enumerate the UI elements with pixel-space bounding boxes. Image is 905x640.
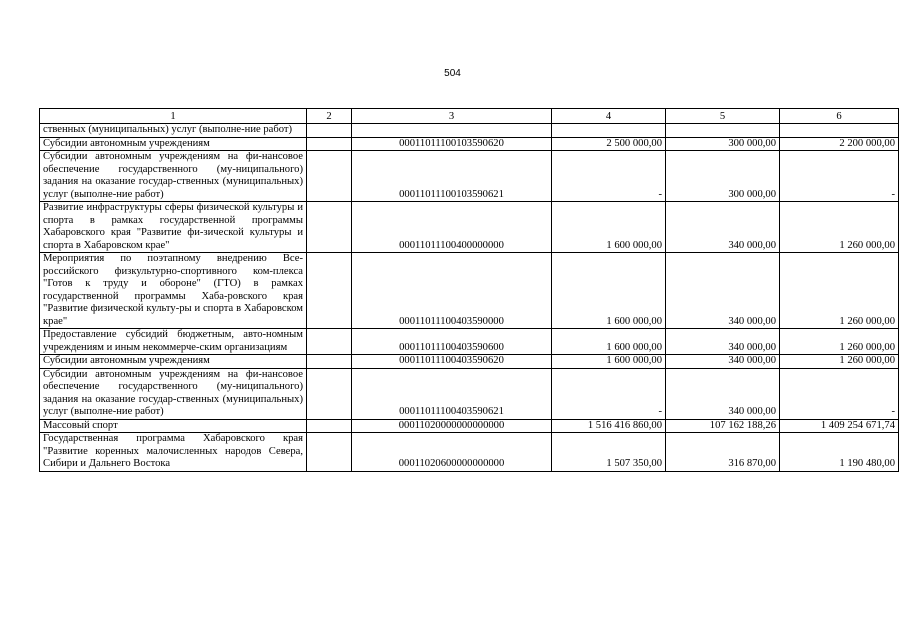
row-col2 xyxy=(307,137,352,151)
amount-col5: 340 000,00 xyxy=(666,329,780,355)
amount-col5: 340 000,00 xyxy=(666,253,780,329)
amount-col6: 1 260 000,00 xyxy=(780,355,899,369)
amount-col5: 107 162 188,26 xyxy=(666,419,780,433)
table-row xyxy=(40,355,899,369)
column-header: 1 xyxy=(40,109,307,124)
column-header: 5 xyxy=(666,109,780,124)
budget-code: 00011011100403590000 xyxy=(352,253,552,329)
row-col2 xyxy=(307,151,352,202)
budget-code: 00011011100403590620 xyxy=(352,355,552,369)
table-row xyxy=(40,253,899,329)
table-row xyxy=(40,368,899,419)
amount-col4: 1 507 350,00 xyxy=(552,433,666,472)
row-col2 xyxy=(307,202,352,253)
table-row xyxy=(40,124,899,138)
row-col2 xyxy=(307,329,352,355)
column-header: 2 xyxy=(307,109,352,124)
amount-col4: - xyxy=(552,368,666,419)
row-name: Развитие инфраструктуры сферы физической культуры и спорта в рамках государственной программы Хабаровского края "Развитие фи-зической культуры и спорта в Хабаровском крае" xyxy=(40,202,307,253)
amount-col6: 1 260 000,00 xyxy=(780,329,899,355)
amount-col5: 340 000,00 xyxy=(666,368,780,419)
table-row xyxy=(40,151,899,202)
amount-col6: - xyxy=(780,151,899,202)
amount-col4: 2 500 000,00 xyxy=(552,137,666,151)
column-header: 4 xyxy=(552,109,666,124)
row-col2 xyxy=(307,355,352,369)
budget-code: 00011011100403590600 xyxy=(352,329,552,355)
budget-code: 00011020000000000000 xyxy=(352,419,552,433)
row-name: Мероприятия по поэтапному внедрению Все-российского физкультурно-спортивного ком-плекса "Готов к труду и обороне" (ГТО) в рамках государственной программы Хаба-ровского края "Развитие физической культу-ры и спорта в Хабаровском крае" xyxy=(40,253,307,329)
table-row xyxy=(40,419,899,433)
table-row xyxy=(40,433,899,472)
row-col2 xyxy=(307,433,352,472)
budget-code: 00011011100400000000 xyxy=(352,202,552,253)
amount-col6 xyxy=(780,124,899,138)
budget-code: 00011011100403590621 xyxy=(352,368,552,419)
amount-col4 xyxy=(552,124,666,138)
amount-col6: - xyxy=(780,368,899,419)
table-row xyxy=(40,329,899,355)
row-name: Государственная программа Хабаровского края "Развитие коренных малочисленных народов Севера, Сибири и Дальнего Востока xyxy=(40,433,307,472)
amount-col4: - xyxy=(552,151,666,202)
row-name: Субсидии автономным учреждениям на фи-нансовое обеспечение государственного (му-ниципального) задания на оказание государ-ственных (муниципальных) услуг (выполне-ние работ) xyxy=(40,151,307,202)
amount-col4: 1 516 416 860,00 xyxy=(552,419,666,433)
amount-col5: 340 000,00 xyxy=(666,355,780,369)
amount-col4: 1 600 000,00 xyxy=(552,355,666,369)
row-name: Субсидии автономным учреждениям на фи-нансовое обеспечение государственного (му-ниципального) задания на оказание государ-ственных (муниципальных) услуг (выполне-ние работ) xyxy=(40,368,307,419)
amount-col4: 1 600 000,00 xyxy=(552,202,666,253)
amount-col6: 1 260 000,00 xyxy=(780,253,899,329)
amount-col5 xyxy=(666,124,780,138)
amount-col5: 300 000,00 xyxy=(666,151,780,202)
column-header: 6 xyxy=(780,109,899,124)
amount-col4: 1 600 000,00 xyxy=(552,253,666,329)
amount-col6: 1 260 000,00 xyxy=(780,202,899,253)
row-name: Субсидии автономным учреждениям xyxy=(40,355,307,369)
table-row xyxy=(40,137,899,151)
budget-code: 00011011100103590620 xyxy=(352,137,552,151)
row-col2 xyxy=(307,419,352,433)
row-name: ственных (муниципальных) услуг (выполне-ние работ) xyxy=(40,124,307,138)
row-name: Субсидии автономным учреждениям xyxy=(40,137,307,151)
row-col2 xyxy=(307,124,352,138)
budget-code: 00011020600000000000 xyxy=(352,433,552,472)
row-name: Предоставление субсидий бюджетным, авто-номным учреждениям и иным некоммерче-ским организациям xyxy=(40,329,307,355)
amount-col6: 1 190 480,00 xyxy=(780,433,899,472)
budget-table xyxy=(39,108,899,472)
row-col2 xyxy=(307,368,352,419)
budget-code: 00011011100103590621 xyxy=(352,151,552,202)
amount-col5: 340 000,00 xyxy=(666,202,780,253)
amount-col5: 300 000,00 xyxy=(666,137,780,151)
row-col2 xyxy=(307,253,352,329)
page-number: 504 xyxy=(444,68,461,79)
table-row xyxy=(40,202,899,253)
column-header: 3 xyxy=(352,109,552,124)
table-header-row xyxy=(40,109,899,124)
amount-col6: 2 200 000,00 xyxy=(780,137,899,151)
row-name: Массовый спорт xyxy=(40,419,307,433)
amount-col4: 1 600 000,00 xyxy=(552,329,666,355)
amount-col6: 1 409 254 671,74 xyxy=(780,419,899,433)
budget-code xyxy=(352,124,552,138)
amount-col5: 316 870,00 xyxy=(666,433,780,472)
